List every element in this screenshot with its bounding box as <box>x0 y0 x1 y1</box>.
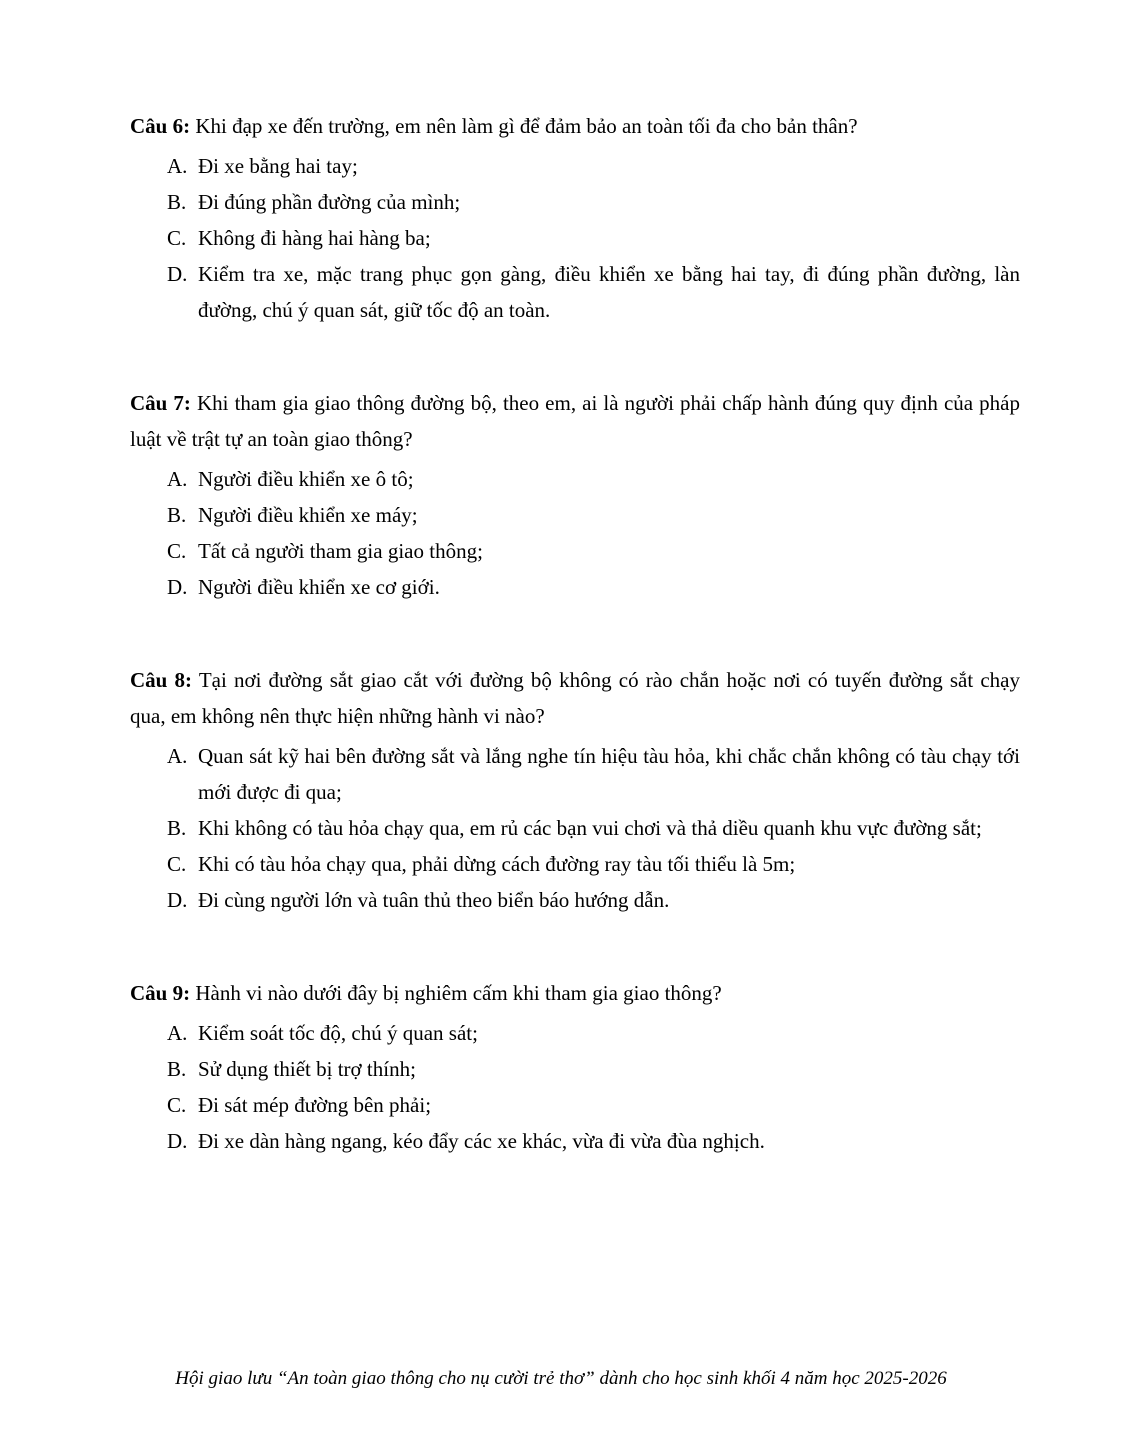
option-text: Kiểm tra xe, mặc trang phục gọn gàng, điều khiển xe bằng hai tay, đi đúng phần đường, làn đường, chú ý quan sát, giữ tốc độ an toàn. <box>198 262 1020 322</box>
option-letter: B. <box>167 503 187 527</box>
question-label: Câu 9: <box>130 981 191 1005</box>
option-letter: B. <box>167 816 187 840</box>
question-text <box>130 662 1020 734</box>
question-block-9 <box>130 975 1020 1159</box>
answer-option <box>130 533 1020 569</box>
option-letter: B. <box>167 190 187 214</box>
question-label: Câu 8: <box>130 668 193 692</box>
answer-option <box>130 220 1020 256</box>
option-letter: D. <box>167 262 188 286</box>
option-letter: C. <box>167 226 187 250</box>
answer-option <box>130 569 1020 605</box>
option-text: Đi xe bằng hai tay; <box>198 154 358 178</box>
page-footer: Hội giao lưu “An toàn giao thông cho nụ cười trẻ thơ” dành cho học sinh khối 4 năm học 2025-2026 <box>175 1368 947 1389</box>
options-list <box>130 1015 1020 1159</box>
option-letter: D. <box>167 888 188 912</box>
answer-option <box>130 184 1020 220</box>
option-text: Người điều khiển xe cơ giới. <box>198 575 440 599</box>
option-text: Khi không có tàu hỏa chạy qua, em rủ các bạn vui chơi và thả diều quanh khu vực đường sắt; <box>198 816 982 840</box>
option-letter: C. <box>167 539 187 563</box>
answer-option <box>130 256 1020 328</box>
question-body: Tại nơi đường sắt giao cắt với đường bộ không có rào chắn hoặc nơi có tuyến đường sắt chạy qua, em không nên thực hiện những hành vi nào? <box>130 668 1021 728</box>
question-block-8 <box>130 662 1020 918</box>
options-list <box>130 148 1020 328</box>
question-body: Khi đạp xe đến trường, em nên làm gì để đảm bảo an toàn tối đa cho bản thân? <box>195 114 858 138</box>
option-text: Quan sát kỹ hai bên đường sắt và lắng nghe tín hiệu tàu hỏa, khi chắc chắn không có tàu chạy tới mới được đi qua; <box>198 744 1020 804</box>
question-label: Câu 6: <box>130 114 191 138</box>
option-text: Đi cùng người lớn và tuân thủ theo biển báo hướng dẫn. <box>198 888 670 912</box>
answer-option <box>130 1015 1020 1051</box>
option-text: Khi có tàu hỏa chạy qua, phải dừng cách đường ray tàu tối thiểu là 5m; <box>198 852 796 876</box>
answer-option <box>130 882 1020 918</box>
option-letter: A. <box>167 467 188 491</box>
question-block-7 <box>130 385 1020 605</box>
option-text: Tất cả người tham gia giao thông; <box>198 539 483 563</box>
answer-option <box>130 1051 1020 1087</box>
option-letter: D. <box>167 575 188 599</box>
option-text: Sử dụng thiết bị trợ thính; <box>198 1057 416 1081</box>
question-block-6 <box>130 108 1020 328</box>
question-text <box>130 975 1020 1011</box>
option-letter: B. <box>167 1057 187 1081</box>
option-letter: A. <box>167 154 188 178</box>
option-letter: D. <box>167 1129 188 1153</box>
answer-option <box>130 810 1020 846</box>
answer-option <box>130 497 1020 533</box>
option-letter: C. <box>167 1093 187 1117</box>
answer-option <box>130 148 1020 184</box>
question-label: Câu 7: <box>130 391 191 415</box>
option-text: Người điều khiển xe máy; <box>198 503 418 527</box>
options-list <box>130 461 1020 605</box>
option-text: Không đi hàng hai hàng ba; <box>198 226 431 250</box>
question-text <box>130 108 1020 144</box>
options-list <box>130 738 1020 918</box>
question-body: Hành vi nào dưới đây bị nghiêm cấm khi tham gia giao thông? <box>195 981 722 1005</box>
option-letter: C. <box>167 852 187 876</box>
question-text <box>130 385 1020 457</box>
option-text: Người điều khiển xe ô tô; <box>198 467 414 491</box>
option-text: Đi sát mép đường bên phải; <box>198 1093 432 1117</box>
answer-option <box>130 1123 1020 1159</box>
option-text: Đi xe dàn hàng ngang, kéo đẩy các xe khác, vừa đi vừa đùa nghịch. <box>198 1129 765 1153</box>
option-letter: A. <box>167 744 188 768</box>
answer-option <box>130 738 1020 810</box>
question-body: Khi tham gia giao thông đường bộ, theo em, ai là người phải chấp hành đúng quy định của pháp luật về trật tự an toàn giao thông? <box>130 391 1021 451</box>
answer-option <box>130 846 1020 882</box>
option-letter: A. <box>167 1021 188 1045</box>
answer-option <box>130 461 1020 497</box>
option-text: Kiểm soát tốc độ, chú ý quan sát; <box>198 1021 478 1045</box>
option-text: Đi đúng phần đường của mình; <box>198 190 461 214</box>
answer-option <box>130 1087 1020 1123</box>
